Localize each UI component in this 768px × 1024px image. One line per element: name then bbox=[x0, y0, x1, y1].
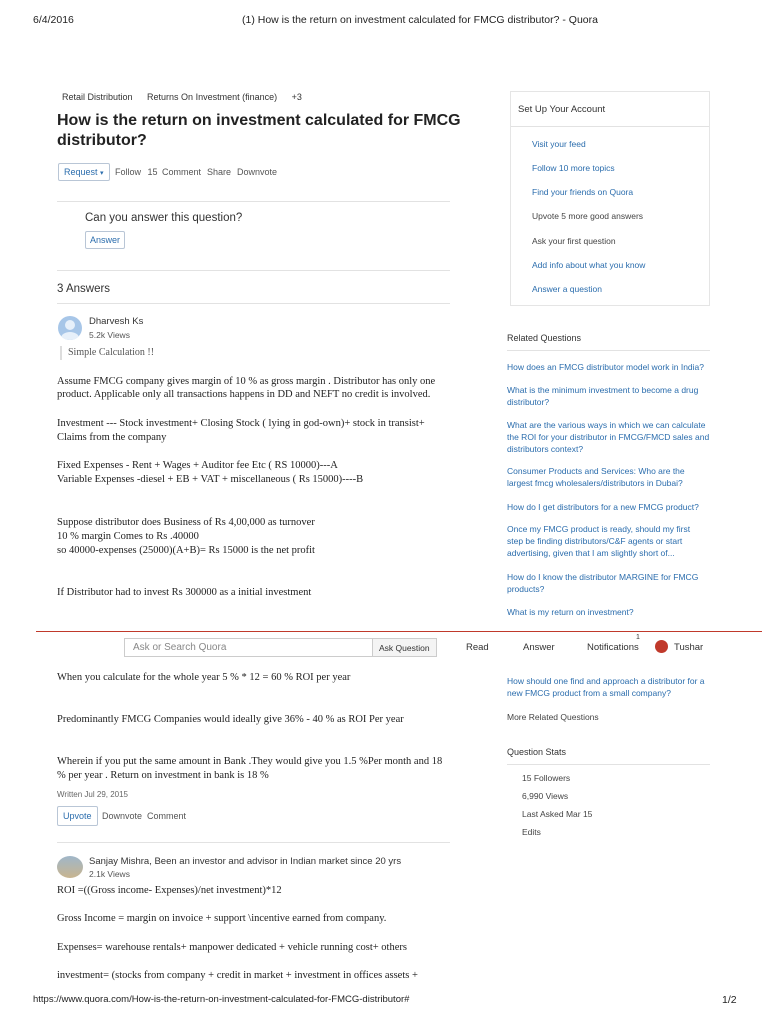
answer-text: When you calculate for the whole year 5 % * 12 = 60 % ROI per year bbox=[57, 672, 351, 683]
divider bbox=[507, 764, 710, 765]
answer-text: Fixed Expenses - Rent + Wages + Auditor fee Etc ( RS 10000)---A bbox=[57, 460, 338, 471]
user-silhouette-icon bbox=[58, 316, 82, 340]
nav-notifications[interactable]: Notifications bbox=[587, 642, 639, 653]
view-count: 5.2k Views bbox=[89, 330, 130, 340]
follow-label: Follow bbox=[115, 167, 142, 177]
answer-text: Claims from the company bbox=[57, 432, 167, 443]
topic-link[interactable]: Returns On Investment (finance) bbox=[147, 92, 278, 102]
related-question-link[interactable]: What is my return on investment? bbox=[507, 607, 634, 617]
notification-badge: 1 bbox=[636, 634, 640, 641]
stat-last-asked: Last Asked Mar 15 bbox=[522, 809, 593, 819]
comment-button[interactable]: Comment bbox=[147, 811, 187, 821]
related-question-link[interactable]: distributors context? bbox=[507, 444, 584, 454]
answer-button[interactable]: Answer bbox=[85, 231, 125, 249]
request-button[interactable] bbox=[58, 163, 110, 181]
answer-text: Simple Calculation !! bbox=[68, 347, 155, 358]
topic-link[interactable]: Retail Distribution bbox=[62, 92, 133, 102]
answer-text: If Distributor had to invest Rs 300000 as a initial investment bbox=[57, 587, 312, 598]
stat-views: 6,990 Views bbox=[522, 791, 569, 801]
related-question-link[interactable]: distributor? bbox=[507, 397, 550, 407]
print-page-number: 1/2 bbox=[722, 994, 737, 1006]
request-label: Request bbox=[64, 167, 98, 177]
related-question-link[interactable]: new FMCG product from a small company? bbox=[507, 688, 671, 698]
divider bbox=[57, 303, 450, 304]
answer-text: so 40000-expenses (25000)(A+B)= Rs 15000 is the net profit bbox=[57, 545, 315, 556]
setup-item-done: Upvote 5 more good answers bbox=[532, 211, 644, 221]
related-question-link[interactable]: How do I get distributors for a new FMCG product? bbox=[507, 502, 699, 512]
setup-title: Set Up Your Account bbox=[518, 104, 606, 115]
setup-item[interactable]: Find your friends on Quora bbox=[532, 187, 634, 197]
stat-followers[interactable]: 15 Followers bbox=[522, 773, 571, 783]
nav-read[interactable]: Read bbox=[466, 642, 489, 653]
print-title: (1) How is the return on investment calculated for FMCG distributor? - Quora bbox=[242, 14, 598, 26]
caret-down-icon: ▾ bbox=[100, 170, 104, 177]
print-url: https://www.quora.com/How-is-the-return-on-investment-calculated-for-FMCG-distributor# bbox=[33, 994, 410, 1005]
question-title: How is the return on investment calculated for FMCG distributor? bbox=[57, 112, 461, 149]
related-title: Related Questions bbox=[507, 333, 582, 343]
answer-text: investment= (stocks from company + credit in market + investment in offices assets + bbox=[57, 970, 418, 981]
user-avatar[interactable] bbox=[655, 640, 668, 653]
upvote-button[interactable]: Upvote bbox=[57, 806, 98, 826]
navbar-accent-line bbox=[36, 631, 762, 632]
answer-text: ROI =((Gross income- Expenses)/net investment)*12 bbox=[57, 885, 282, 896]
related-question-link[interactable]: advertising, given that I am slightly short of... bbox=[507, 548, 675, 558]
setup-account-card bbox=[510, 91, 710, 306]
author-name[interactable]: Dharvesh Ks bbox=[89, 316, 144, 327]
answer-text: % per year . Return on investment in bank is 18 % bbox=[57, 770, 269, 781]
answer-text: 10 % margin Comes to Rs .40000 bbox=[57, 531, 199, 542]
quote-bar bbox=[60, 346, 62, 360]
follow-count: 15 bbox=[147, 167, 158, 177]
answer-text: Gross Income = margin on invoice + support \incentive earned from company. bbox=[57, 913, 387, 924]
view-count: 2.1k Views bbox=[89, 869, 130, 879]
answer-text: Variable Expenses -diesel + EB + VAT + miscellaneous ( Rs 15000)----B bbox=[57, 474, 364, 485]
comment-button[interactable]: Comment bbox=[162, 167, 202, 177]
print-date: 6/4/2016 bbox=[33, 14, 74, 26]
answer-text: Investment --- Stock investment+ Closing Stock ( lying in god-own)+ stock in transist+ bbox=[57, 418, 425, 429]
related-question-link[interactable]: largest fmcg wholesalers/distributors in Dubai? bbox=[507, 478, 683, 488]
answer-date: Written Jul 29, 2015 bbox=[57, 790, 129, 799]
downvote-button[interactable]: Downvote bbox=[102, 811, 143, 821]
answers-count: 3 Answers bbox=[57, 283, 111, 295]
related-question-link[interactable]: Consumer Products and Services: Who are the bbox=[507, 466, 685, 476]
nav-user[interactable]: Tushar bbox=[674, 642, 704, 653]
divider bbox=[507, 350, 710, 351]
stats-title: Question Stats bbox=[507, 747, 567, 757]
divider bbox=[57, 842, 450, 843]
divider bbox=[57, 270, 450, 271]
related-question-link[interactable]: How should one find and approach a distributor for a bbox=[507, 676, 705, 686]
topic-more[interactable]: +3 bbox=[291, 92, 302, 102]
avatar[interactable] bbox=[58, 316, 82, 340]
setup-item[interactable]: Add info about what you know bbox=[532, 260, 646, 270]
more-related-link[interactable]: More Related Questions bbox=[507, 712, 599, 722]
related-question-link[interactable]: What are the various ways in which we can calculate bbox=[507, 420, 706, 430]
related-question-link[interactable]: How does an FMCG distributor model work in India? bbox=[507, 362, 704, 372]
nav-answer[interactable]: Answer bbox=[523, 642, 555, 653]
setup-item[interactable]: Answer a question bbox=[532, 284, 602, 294]
downvote-button[interactable]: Downvote bbox=[237, 167, 278, 177]
related-question-link[interactable]: products? bbox=[507, 584, 545, 594]
setup-item[interactable]: Follow 10 more topics bbox=[532, 163, 615, 173]
avatar[interactable] bbox=[57, 856, 83, 878]
answer-text: Wherein if you put the same amount in Bank .They would give you 1.5 %Per month and 18 bbox=[57, 756, 443, 767]
related-question-link[interactable]: the ROI for your distributor in FMCG/FMCD sales and bbox=[507, 432, 710, 442]
answer-text: product. Applicable only all transactions happens in DD and NEFT no credit is involved. bbox=[57, 389, 431, 400]
answer-text: Assume FMCG company gives margin of 10 % as gross margin . Distributor has only one bbox=[57, 376, 436, 387]
search-input[interactable]: Ask or Search Quora bbox=[124, 638, 374, 657]
related-question-link[interactable]: step be finding distributors/C&F agents or start bbox=[507, 536, 683, 546]
setup-item[interactable]: Visit your feed bbox=[532, 139, 586, 149]
related-question-link[interactable]: How do I know the distributor MARGINE for FMCG bbox=[507, 572, 699, 582]
setup-item-done: Ask your first question bbox=[532, 236, 616, 246]
stat-edits[interactable]: Edits bbox=[522, 827, 541, 837]
ask-question-button[interactable]: Ask Question bbox=[372, 638, 437, 657]
divider bbox=[511, 126, 709, 127]
related-question-link[interactable]: Once my FMCG product is ready, should my first bbox=[507, 524, 691, 534]
author-credential[interactable]: Sanjay Mishra, Been an investor and advisor in Indian market since 20 yrs bbox=[89, 856, 402, 867]
answer-text: Expenses= warehouse rentals+ manpower dedicated + vehicle running cost+ others bbox=[57, 942, 407, 953]
related-question-link[interactable]: What is the minimum investment to become a drug bbox=[507, 385, 699, 395]
topic-list bbox=[62, 92, 314, 102]
share-button[interactable]: Share bbox=[207, 167, 232, 177]
follow-button[interactable] bbox=[115, 167, 158, 177]
answer-prompt: Can you answer this question? bbox=[85, 212, 243, 224]
answer-text: Predominantly FMCG Companies would ideally give 36% - 40 % as ROI Per year bbox=[57, 714, 404, 725]
divider bbox=[57, 201, 450, 202]
answer-text: Suppose distributor does Business of Rs 4,00,000 as turnover bbox=[57, 517, 315, 528]
